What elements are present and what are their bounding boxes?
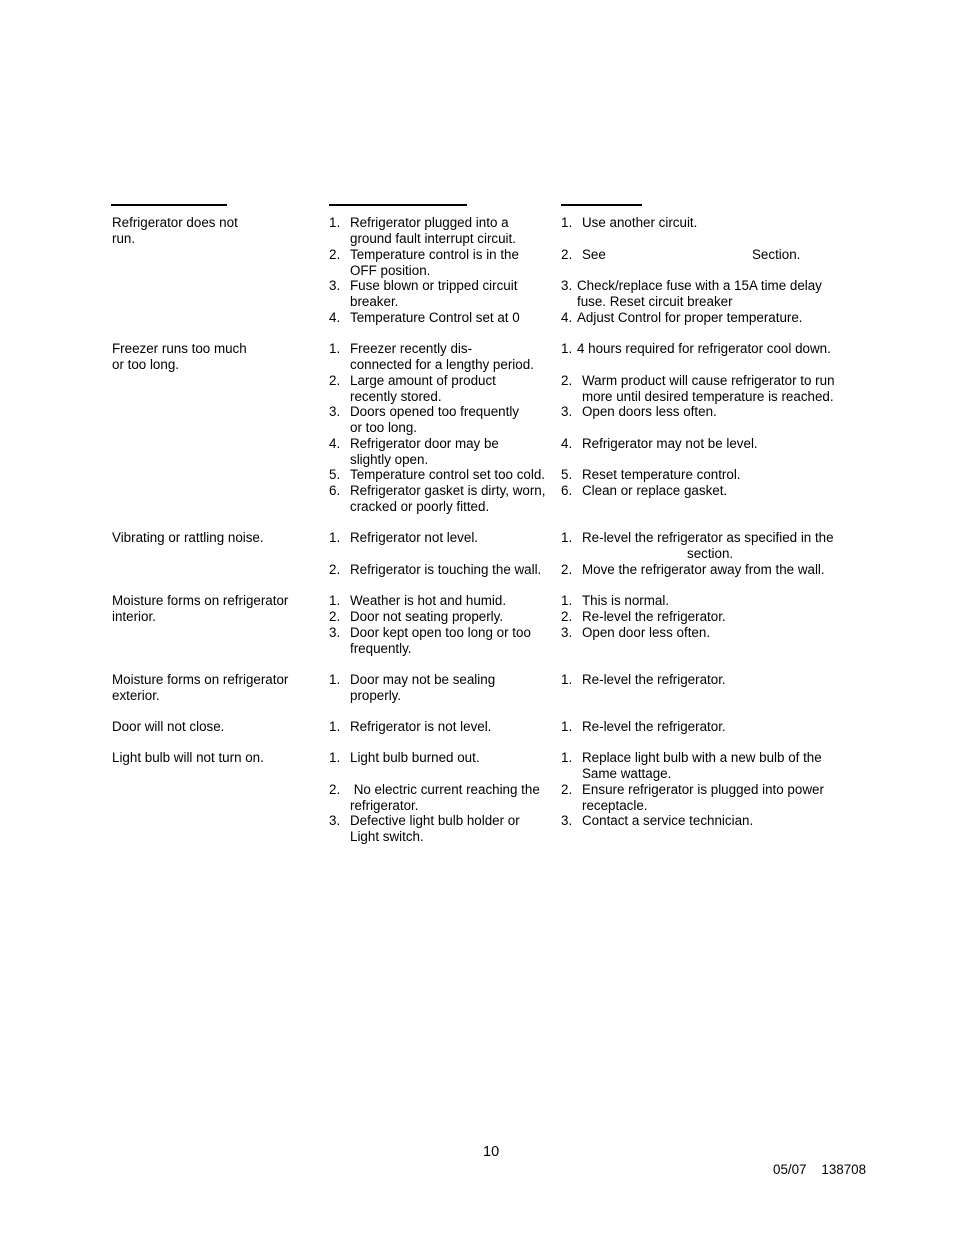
cause-text: No electric current reaching the refrigerator.: [350, 782, 540, 813]
solution-text: Open doors less often.: [582, 404, 717, 419]
cause-number: 5.: [329, 467, 341, 482]
solution-number: 1.: [561, 593, 573, 608]
solution-text: Ensure refrigerator is plugged into power receptacle.: [582, 782, 824, 813]
cause-number: 1.: [329, 530, 341, 545]
cause-number: 2.: [329, 562, 341, 577]
solution-number: 5.: [561, 467, 573, 482]
cause-number: 1.: [329, 593, 341, 608]
solution-text: Open door less often.: [582, 625, 711, 640]
problem-text: Refrigerator does not run.: [112, 215, 238, 246]
cause-text: Refrigerator gasket is dirty, worn, cracked or poorly fitted.: [350, 483, 546, 514]
document-code: 05/07 138708: [773, 1162, 867, 1177]
solution-number: 1.: [561, 215, 573, 230]
solution-text-continued: section.: [687, 546, 734, 561]
cause-text: Light bulb burned out.: [350, 750, 480, 765]
cause-text: Refrigerator not level.: [350, 530, 479, 545]
solution-number: 3.: [561, 404, 573, 419]
solution-number: 4.: [561, 310, 573, 325]
cause-text: Fuse blown or tripped circuit breaker.: [350, 278, 518, 309]
cause-number: 2.: [329, 373, 341, 388]
cause-number: 3.: [329, 278, 341, 293]
cause-text: Defective light bulb holder or Light switch.: [350, 813, 520, 844]
solution-number: 3.: [561, 813, 573, 828]
solution-number: 6.: [561, 483, 573, 498]
solution-text: Warm product will cause refrigerator to run more until desired temperature is reached.: [582, 373, 835, 404]
cause-number: 2.: [329, 609, 341, 624]
solution-text: Re-level the refrigerator.: [582, 672, 726, 687]
cause-number: 1.: [329, 341, 341, 356]
cause-text: Door not seating properly.: [350, 609, 504, 624]
solution-text: Re-level the refrigerator.: [582, 609, 726, 624]
cause-text: Refrigerator plugged into a ground fault interrupt circuit.: [350, 215, 516, 246]
solution-number: 1.: [561, 719, 573, 734]
solution-number: 1.: [561, 341, 573, 356]
cause-number: 2.: [329, 782, 341, 797]
solution-text: 4 hours required for refrigerator cool down.: [577, 341, 831, 356]
problem-text: Moisture forms on refrigerator exterior.: [112, 672, 289, 703]
solution-number: 1.: [561, 750, 573, 765]
cause-text: Weather is hot and humid.: [350, 593, 507, 608]
solution-number: 3.: [561, 278, 573, 293]
cause-number: 1.: [329, 750, 341, 765]
problem-text: Light bulb will not turn on.: [112, 750, 264, 765]
cause-column-header-rule: [329, 204, 467, 206]
cause-text: Freezer recently dis- connected for a lengthy period.: [350, 341, 534, 372]
cause-text: Temperature Control set at 0: [350, 310, 520, 325]
cause-text: Refrigerator door may be slightly open.: [350, 436, 499, 467]
solution-number: 2.: [561, 247, 573, 262]
cause-number: 2.: [329, 247, 341, 262]
problem-text: Vibrating or rattling noise.: [112, 530, 264, 545]
cause-number: 4.: [329, 436, 341, 451]
solution-number: 4.: [561, 436, 573, 451]
problem-text: Door will not close.: [112, 719, 225, 734]
cause-text: Door kept open too long or too frequently.: [350, 625, 531, 656]
solution-column-header-rule: [561, 204, 642, 206]
cause-text: Refrigerator is touching the wall.: [350, 562, 542, 577]
solution-text: Replace light bulb with a new bulb of the Same wattage.: [582, 750, 822, 781]
solution-text: Adjust Control for proper temperature.: [577, 310, 803, 325]
solution-number: 1.: [561, 530, 573, 545]
solution-text: Use another circuit.: [582, 215, 698, 230]
solution-text-continued: Section.: [752, 247, 801, 262]
solution-text: Clean or replace gasket.: [582, 483, 728, 498]
solution-text: Re-level the refrigerator.: [582, 719, 726, 734]
solution-text: Contact a service technician.: [582, 813, 754, 828]
cause-text: Large amount of product recently stored.: [350, 373, 496, 404]
cause-number: 1.: [329, 672, 341, 687]
solution-number: 1.: [561, 672, 573, 687]
cause-text: Temperature control is in the OFF position.: [350, 247, 519, 278]
solution-text: Reset temperature control.: [582, 467, 741, 482]
problem-column-header-rule: [111, 204, 227, 206]
solution-number: 2.: [561, 373, 573, 388]
cause-number: 3.: [329, 813, 341, 828]
solution-text: Check/replace fuse with a 15A time delay fuse. Reset circuit breaker: [577, 278, 822, 309]
cause-number: 3.: [329, 625, 341, 640]
solution-text: Move the refrigerator away from the wall.: [582, 562, 825, 577]
solution-number: 2.: [561, 782, 573, 797]
cause-text: Temperature control set too cold.: [350, 467, 546, 482]
solution-number: 3.: [561, 625, 573, 640]
solution-text: This is normal.: [582, 593, 670, 608]
cause-number: 1.: [329, 719, 341, 734]
problem-text: Moisture forms on refrigerator interior.: [112, 593, 289, 624]
cause-text: Refrigerator is not level.: [350, 719, 492, 734]
solution-text: See: [582, 247, 606, 262]
cause-number: 4.: [329, 310, 341, 325]
solution-number: 2.: [561, 562, 573, 577]
solution-text: Refrigerator may not be level.: [582, 436, 758, 451]
cause-number: 6.: [329, 483, 341, 498]
problem-text: Freezer runs too much or too long.: [112, 341, 247, 372]
cause-text: Door may not be sealing properly.: [350, 672, 496, 703]
page-number: 10: [483, 1144, 500, 1160]
solution-text: Re-level the refrigerator as specified in the: [582, 530, 834, 545]
cause-number: 1.: [329, 215, 341, 230]
solution-number: 2.: [561, 609, 573, 624]
cause-text: Doors opened too frequently or too long.: [350, 404, 519, 435]
cause-number: 3.: [329, 404, 341, 419]
